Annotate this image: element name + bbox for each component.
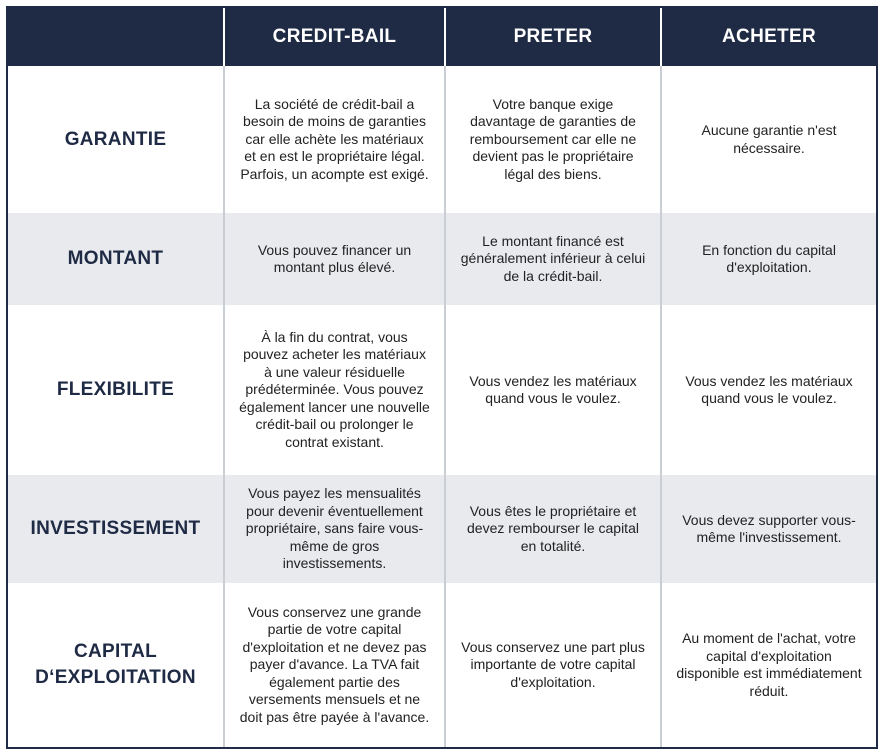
cell-text: À la fin du contrat, vous pouvez acheter les matériaux à une valeur résiduelle prédéterminée. Vous pouvez également lancer une nouvelle crédit-bail ou prolonger le contrat existant. — [239, 328, 430, 450]
cell-garantie-credit-bail — [224, 66, 445, 213]
cell-investissement-credit-bail — [224, 475, 445, 583]
cell-text: Vous conservez une part plus importante de votre capital d'exploitation. — [461, 638, 645, 690]
cell-capital-preter — [445, 583, 661, 747]
cell-investissement-acheter — [661, 475, 876, 583]
row-header-label: CAPITAL D‘EXPLOITATION — [35, 641, 196, 688]
comparison-table-frame — [6, 6, 878, 749]
cell-flexibilite-credit-bail — [224, 305, 445, 475]
cell-text: La société de crédit-bail a besoin de moins de garanties car elle achète les matériaux et en est le propriétaire légal. Parfois, un acompte est exigé. — [240, 95, 429, 182]
row-header-label: MONTANT — [67, 248, 164, 269]
row-capital-exploitation — [8, 583, 876, 747]
cell-text: Vous payez les mensualités pour devenir éventuellement propriétaire, sans faire vous-même de gros investissements. — [245, 485, 424, 572]
cell-montant-acheter — [661, 213, 876, 305]
column-header-credit-bail: CREDIT-BAIL — [224, 8, 445, 66]
cell-text: Vous pouvez financer un montant plus élevé. — [257, 241, 412, 275]
row-header-label: INVESTISSEMENT — [30, 518, 201, 539]
row-header-montant — [8, 213, 224, 305]
cell-text: Votre banque exige davantage de garanties de remboursement car elle ne devient pas le propriétaire légal des biens. — [469, 95, 637, 182]
cell-text: Aucune garantie n'est nécessaire. — [701, 122, 837, 156]
header-corner — [8, 8, 224, 66]
row-header-garantie — [8, 66, 224, 213]
cell-flexibilite-preter — [445, 305, 661, 475]
row-header-investissement — [8, 475, 224, 583]
row-investissement — [8, 475, 876, 583]
cell-text: Le montant financé est généralement inférieur à celui de la crédit-bail. — [460, 232, 646, 284]
cell-text: Au moment de l'achat, votre capital d'exploitation disponible est immédiatement réduit. — [676, 630, 862, 699]
cell-garantie-preter — [445, 66, 661, 213]
cell-garantie-acheter — [661, 66, 876, 213]
row-montant — [8, 213, 876, 305]
cell-text: En fonction du capital d'exploitation. — [702, 241, 836, 275]
row-garantie — [8, 66, 876, 213]
header-row — [8, 8, 876, 66]
cell-text: Vous vendez les matériaux quand vous le voulez. — [469, 372, 637, 406]
row-header-label: FLEXIBILITE — [56, 379, 175, 400]
cell-montant-preter — [445, 213, 661, 305]
column-header-preter: PRETER — [445, 8, 661, 66]
cell-capital-acheter — [661, 583, 876, 747]
cell-text: Vous êtes le propriétaire et devez rembourser le capital en totalité. — [467, 502, 639, 554]
cell-text: Vous conservez une grande partie de votre capital d'exploitation et ne devez pas payer d'avance. La TVA fait également partie des versements mensuels et ne doit pas être payée à l'avance. — [239, 603, 430, 725]
cell-investissement-preter — [445, 475, 661, 583]
cell-text: Vous devez supporter vous-même l'investissement. — [682, 511, 856, 545]
cell-capital-credit-bail — [224, 583, 445, 747]
row-header-capital-exploitation — [8, 583, 224, 747]
row-flexibilite — [8, 305, 876, 475]
cell-montant-credit-bail — [224, 213, 445, 305]
cell-flexibilite-acheter — [661, 305, 876, 475]
row-header-flexibilite — [8, 305, 224, 475]
cell-text: Vous vendez les matériaux quand vous le voulez. — [685, 372, 853, 406]
column-header-acheter: ACHETER — [661, 8, 876, 66]
row-header-label: GARANTIE — [64, 128, 167, 150]
comparison-table — [8, 8, 876, 747]
